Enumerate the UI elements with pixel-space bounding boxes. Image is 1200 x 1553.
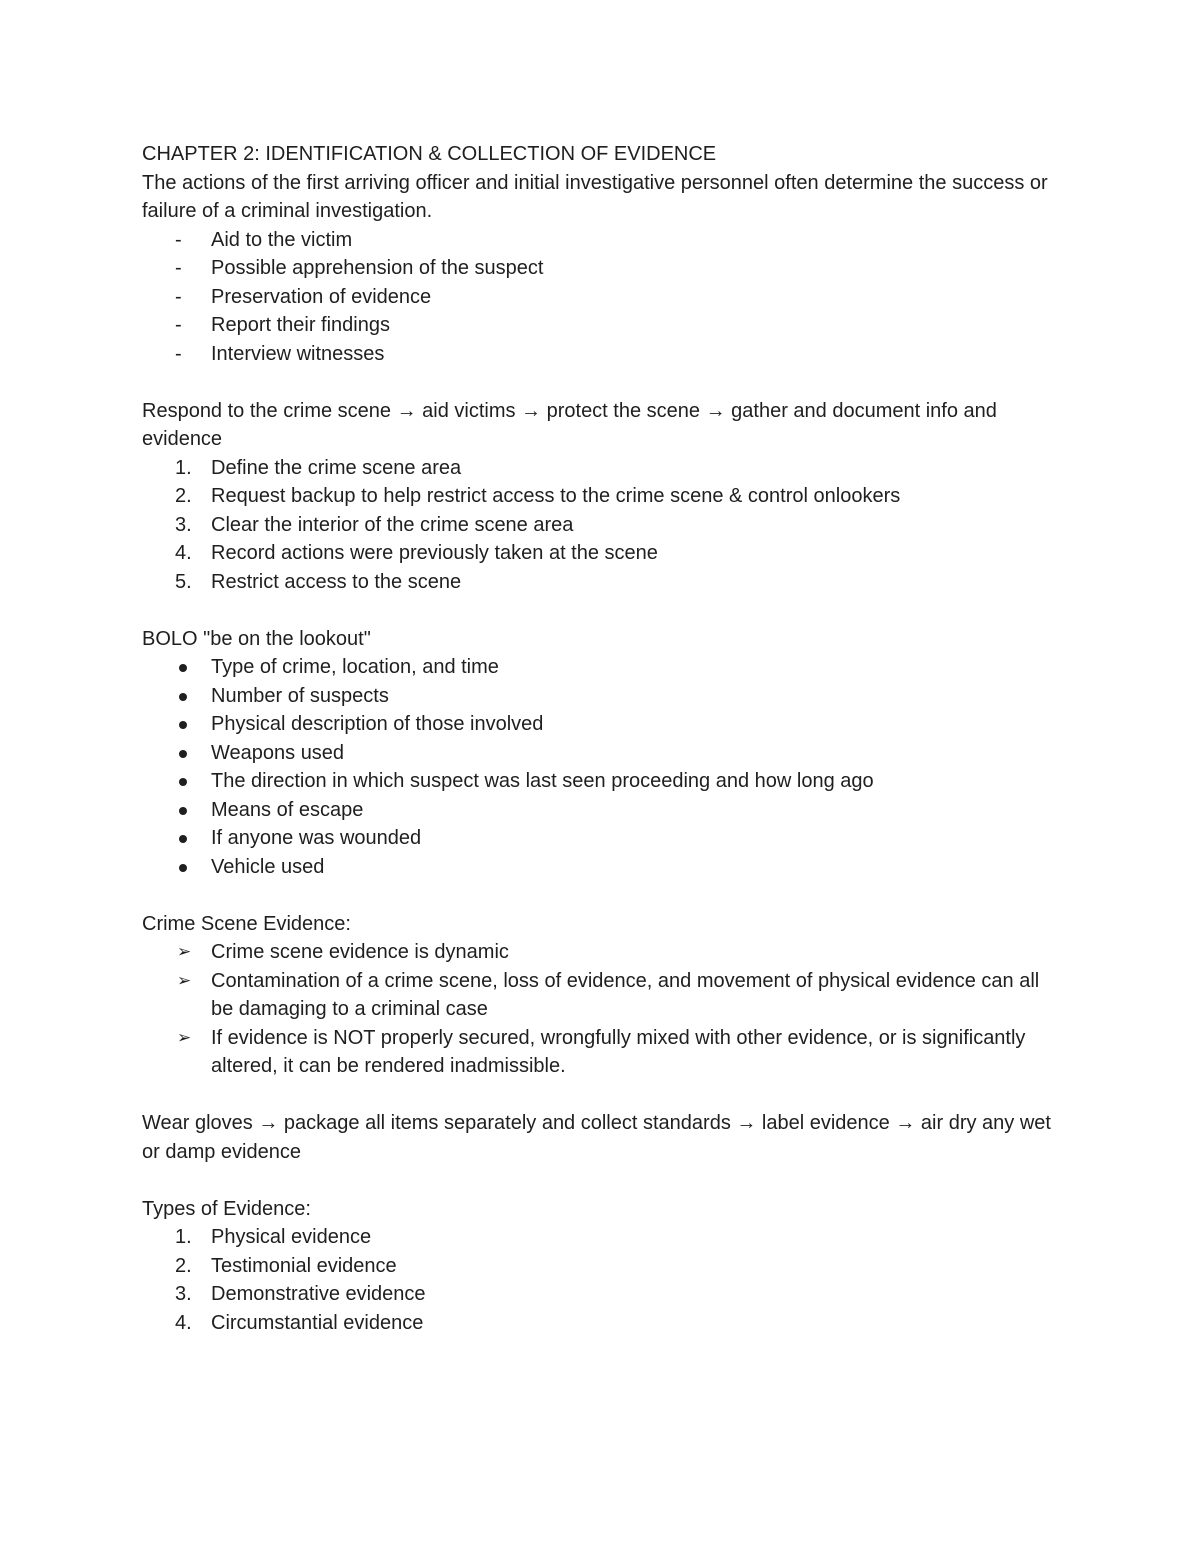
list-item <box>142 1252 1062 1281</box>
dash-marker: - <box>175 285 182 308</box>
list-item-text: Define the crime scene area <box>211 456 462 479</box>
bolo-heading: BOLO "be on the lookout" <box>142 627 371 650</box>
list-item <box>142 796 1062 825</box>
number-marker: 4. <box>175 1311 192 1334</box>
list-item <box>142 853 1062 882</box>
list-item <box>142 311 1062 340</box>
bullet-icon <box>179 835 187 843</box>
arrowhead-bullet-icon: ➢ <box>177 970 192 991</box>
spacer <box>142 368 1062 397</box>
list-item-text: Record actions were previously taken at the scene <box>211 542 658 564</box>
list-item-text: Aid to the victim <box>211 228 353 251</box>
list-item-text: Report their findings <box>211 314 390 336</box>
list-item <box>142 767 1062 796</box>
number-marker: 1. <box>175 456 192 479</box>
list-item-text: Means of escape <box>211 798 364 821</box>
list-item <box>142 938 1062 967</box>
dash-marker: - <box>175 314 182 336</box>
types-heading: Types of Evidence: <box>142 1197 311 1220</box>
list-item <box>142 226 1062 255</box>
arrowhead-bullet-icon: ➢ <box>177 942 192 962</box>
list-item <box>142 1024 1062 1081</box>
respond-steps-list <box>142 454 1062 597</box>
spacer <box>142 881 1062 910</box>
list-item <box>142 482 1062 511</box>
list-item <box>142 824 1062 853</box>
list-item-text: Physical evidence <box>211 1226 372 1248</box>
dash-marker: - <box>175 257 182 279</box>
number-marker: 2. <box>175 485 192 507</box>
list-item-text: Testimonial evidence <box>211 1254 397 1277</box>
arrowhead-bullet-icon: ➢ <box>177 1027 192 1048</box>
list-item-text: Crime scene evidence is dynamic <box>211 941 509 963</box>
bullet-icon <box>179 778 187 786</box>
bullet-icon <box>179 864 187 872</box>
list-item <box>142 739 1062 768</box>
list-item-text: The direction in which suspect was last seen proceeding and how long ago <box>211 770 874 792</box>
evidence-list <box>142 938 1062 1081</box>
list-item <box>142 283 1062 312</box>
spacer <box>142 1081 1062 1110</box>
list-item-text: Interview witnesses <box>211 342 385 365</box>
document-page <box>142 140 1062 1337</box>
list-item-text: Physical description of those involved <box>211 713 544 735</box>
list-item-text: Type of crime, location, and time <box>211 656 499 678</box>
list-item-text: Clear the interior of the crime scene area <box>211 513 574 536</box>
number-marker: 3. <box>175 513 192 536</box>
number-marker: 4. <box>175 542 192 564</box>
list-item-text: If anyone was wounded <box>211 827 422 849</box>
list-item-text: Vehicle used <box>211 855 325 878</box>
dash-marker: - <box>175 228 182 251</box>
bullet-icon <box>179 807 187 815</box>
respond-flow-paragraph: Respond to the crime scene → aid victims → protect the scene → gather and document info and evidence <box>142 399 997 450</box>
spacer <box>142 1166 1062 1195</box>
evidence-heading: Crime Scene Evidence: <box>142 912 351 935</box>
bullet-icon <box>179 750 187 758</box>
list-item <box>142 653 1062 682</box>
list-item <box>142 511 1062 540</box>
gloves-flow-paragraph: Wear gloves → package all items separately and collect standards → label evidence → air dry any wet or damp evidence <box>142 1112 1051 1163</box>
chapter-title: CHAPTER 2: IDENTIFICATION & COLLECTION OF EVIDENCE <box>142 143 717 165</box>
list-item-text: Request backup to help restrict access to the crime scene & control onlookers <box>211 485 901 507</box>
list-item <box>142 568 1062 597</box>
list-item <box>142 1223 1062 1252</box>
list-item-text: Preservation of evidence <box>211 285 432 308</box>
number-marker: 3. <box>175 1283 192 1305</box>
list-item-text: Demonstrative evidence <box>211 1283 426 1305</box>
list-item-text: Possible apprehension of the suspect <box>211 257 544 279</box>
list-item <box>142 254 1062 283</box>
bullet-icon <box>179 693 187 701</box>
list-item <box>142 682 1062 711</box>
list-item <box>142 1280 1062 1309</box>
intro-paragraph: The actions of the first arriving officer and initial investigative personnel often determine the success or failure of a criminal investigation. <box>142 171 1048 222</box>
list-item <box>142 967 1062 1024</box>
number-marker: 5. <box>175 570 192 593</box>
list-item <box>142 340 1062 369</box>
types-list <box>142 1223 1062 1337</box>
list-item <box>142 710 1062 739</box>
bullet-icon <box>179 721 187 729</box>
list-item-text: If evidence is NOT properly secured, wrongfully mixed with other evidence, or is significantly altered, it can be rendered inadmissible. <box>211 1026 1026 1077</box>
list-item-text: Weapons used <box>211 741 345 764</box>
intro-list <box>142 226 1062 369</box>
list-item-text: Contamination of a crime scene, loss of evidence, and movement of physical evidence can all be damaging to a criminal case <box>211 969 1040 1020</box>
bolo-list <box>142 653 1062 881</box>
list-item <box>142 1309 1062 1338</box>
dash-marker: - <box>175 342 182 365</box>
list-item-text: Number of suspects <box>211 684 389 707</box>
list-item-text: Circumstantial evidence <box>211 1311 424 1334</box>
list-item <box>142 539 1062 568</box>
spacer <box>142 596 1062 625</box>
number-marker: 1. <box>175 1226 192 1248</box>
list-item-text: Restrict access to the scene <box>211 570 462 593</box>
list-item <box>142 454 1062 483</box>
bullet-icon <box>179 664 187 672</box>
number-marker: 2. <box>175 1254 192 1277</box>
